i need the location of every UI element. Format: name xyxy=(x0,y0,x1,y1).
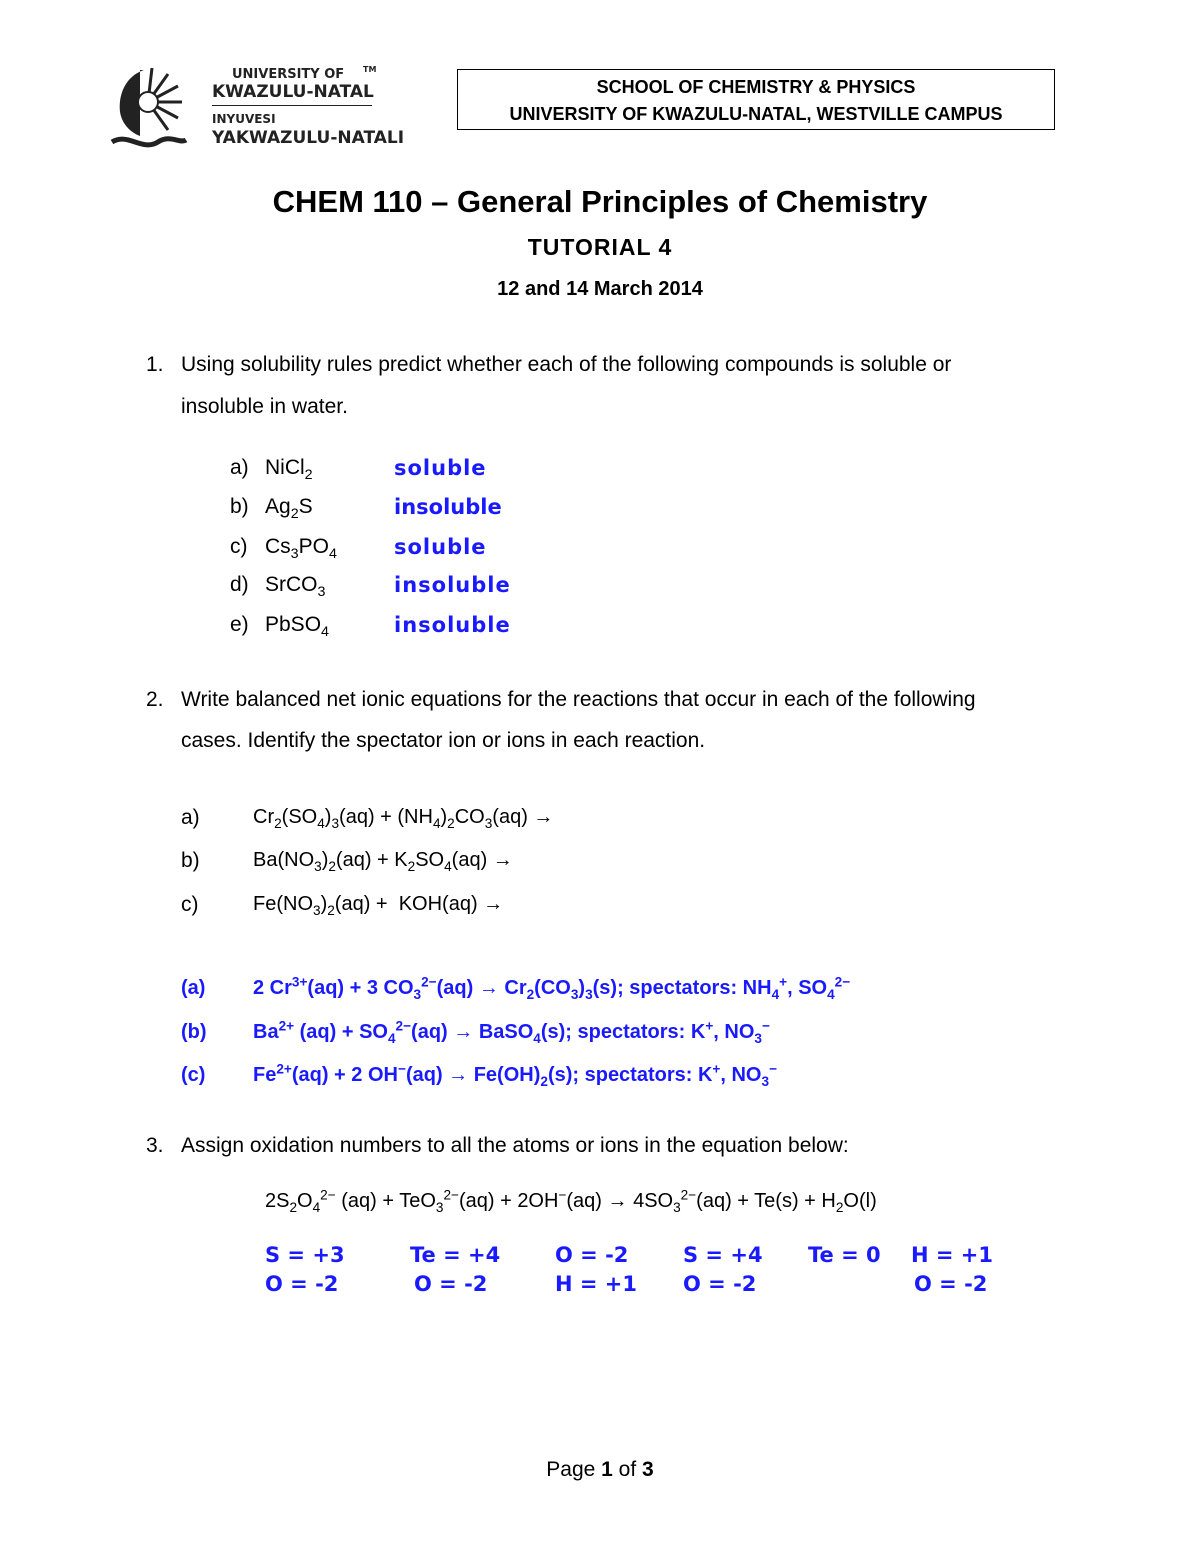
logo-line-3: INYUVESI xyxy=(212,112,276,126)
q1-answer: insoluble xyxy=(394,573,511,597)
tutorial-date: 12 and 14 March 2014 xyxy=(497,278,703,300)
trademark-mark: TM xyxy=(363,65,377,74)
q2-item-label: b) xyxy=(181,849,200,872)
question-2-text-line-1: Write balanced net ionic equations for the reactions that occur in each of the following xyxy=(181,688,976,711)
compound-formula: $Ag_2S$ xyxy=(265,495,313,523)
page-footer xyxy=(0,1458,1200,1482)
q2-answer-label: (a) xyxy=(181,977,206,999)
question-1-text-line-2: insoluble in water. xyxy=(181,395,348,418)
net-ionic-equation: 2 $Cr^{3+}(aq) + 3$ $CO_3^{2-}(aq) \to Cr_2(CO_3)_3(s)$; spectators: $NH_4^+$, $SO_4^{2-}$ xyxy=(253,974,851,1002)
logo-line-4: YAKWAZULU-NATALI xyxy=(212,128,405,148)
compound-formula: SrCO$_3$ xyxy=(265,573,326,601)
q1-answer: insoluble xyxy=(394,495,502,519)
q1-item-label: b) xyxy=(230,495,249,518)
q2-item-label: a) xyxy=(181,806,200,829)
page-of: of xyxy=(612,1458,643,1481)
q1-answer: insoluble xyxy=(394,613,511,637)
oxidation-number: O = -2 xyxy=(555,1243,629,1267)
current-page: 1 xyxy=(601,1458,613,1481)
question-2-text-line-2: cases. Identify the spectator ion or ions in each reaction. xyxy=(181,729,706,752)
oxidation-number: O = -2 xyxy=(914,1272,988,1296)
logo-line-1: UNIVERSITY OF xyxy=(232,67,345,82)
redox-equation: $2S_2O_4^{2-}$ $(aq) + TeO_3^{2-}(aq) + 2OH^-(aq) \to 4SO_3^{2-}(aq) + Te(s) + H_2O(l)$ xyxy=(265,1187,877,1215)
q2-answer-label: (b) xyxy=(181,1021,207,1043)
q1-answer: soluble xyxy=(394,456,487,480)
campus-name: UNIVERSITY OF KWAZULU-NATAL, WESTVILLE CAMPUS xyxy=(509,104,1003,124)
tutorial-title: TUTORIAL 4 xyxy=(527,234,673,260)
q1-item-label: a) xyxy=(230,456,249,479)
university-logo xyxy=(108,62,405,154)
oxidation-number: S = +4 xyxy=(683,1243,763,1267)
reaction-equation: $Ba(NO_3)_2(aq) + K_2SO_4(aq)$ → xyxy=(253,849,513,874)
total-pages: 3 xyxy=(642,1458,654,1481)
compound-formula: NiCl$_2$ xyxy=(265,456,313,484)
reaction-equation: $Cr_2(SO_4)_3(aq) + (NH_4)_2CO_3(aq)$ → xyxy=(253,806,554,831)
question-1-number: 1. xyxy=(146,353,164,376)
q1-item-label: d) xyxy=(230,573,249,596)
question-1-text-line-1: Using solubility rules predict whether each of the following compounds is soluble or xyxy=(181,353,952,376)
oxidation-number: Te = +4 xyxy=(410,1243,501,1267)
page-label: Page xyxy=(546,1458,602,1481)
reaction-equation: $Fe(NO_3)_2(aq) + KOH(aq)$ → xyxy=(253,893,504,918)
compound-formula: $Cs_3PO_4$ xyxy=(265,535,337,563)
q1-item-label: e) xyxy=(230,613,249,636)
ukzn-crest-icon xyxy=(108,62,188,154)
oxidation-number: Te = 0 xyxy=(808,1243,881,1267)
course-title: CHEM 110 – General Principles of Chemistry xyxy=(272,184,928,219)
compound-formula: PbSO$_4$ xyxy=(265,613,329,641)
oxidation-number: O = -2 xyxy=(414,1272,488,1296)
oxidation-number: O = -2 xyxy=(683,1272,757,1296)
net-ionic-equation: $Fe^{2+}(aq) + 2$ $OH^-(aq) \to Fe(OH)_2(s)$; spectators: K+, $NO_3^-$ xyxy=(253,1061,778,1089)
school-name: SCHOOL OF CHEMISTRY & PHYSICS xyxy=(596,77,916,97)
oxidation-number: H = +1 xyxy=(911,1243,994,1267)
q2-answer-label: (c) xyxy=(181,1064,206,1086)
question-3-text: Assign oxidation numbers to all the atoms or ions in the equation below: xyxy=(181,1134,849,1157)
q1-item-label: c) xyxy=(230,535,248,558)
oxidation-number: S = +3 xyxy=(265,1243,345,1267)
q1-answer: soluble xyxy=(394,535,487,559)
oxidation-number: H = +1 xyxy=(555,1272,638,1296)
net-ionic-equation: $Ba^{2+}$ $(aq) + SO_4^{2-}(aq)$ → BaSO$_4$(s); spectators: K+, $NO_3^-$ xyxy=(253,1018,770,1046)
logo-line-2: KWAZULU-NATAL xyxy=(212,82,374,102)
question-2-number: 2. xyxy=(146,688,164,711)
question-3-number: 3. xyxy=(146,1134,164,1157)
logo-divider xyxy=(212,105,372,106)
q2-item-label: c) xyxy=(181,893,199,916)
oxidation-number: O = -2 xyxy=(265,1272,339,1296)
school-header-box xyxy=(457,69,1055,130)
